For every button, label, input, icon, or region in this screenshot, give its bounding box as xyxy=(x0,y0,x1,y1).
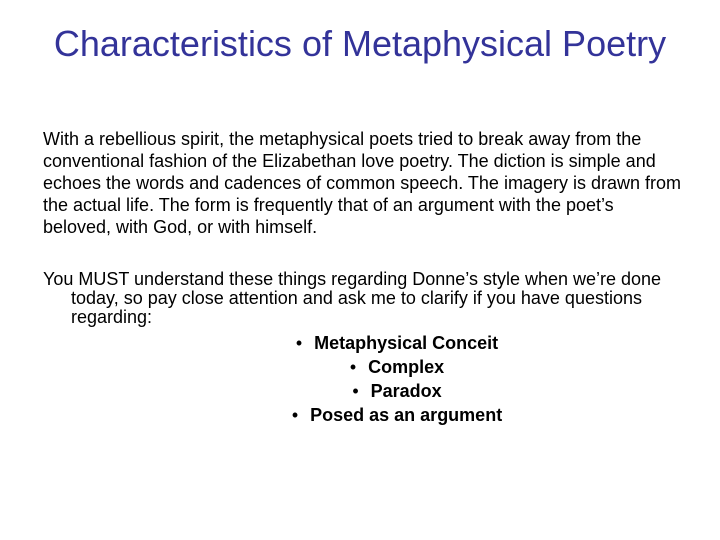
bullet-text: Complex xyxy=(368,357,445,377)
bullet-item xyxy=(43,403,683,427)
slide-title: Characteristics of Metaphysical Poetry xyxy=(53,23,667,64)
bullet-text: Paradox xyxy=(370,381,442,401)
instructions-lead-text: You MUST understand these things regarding Donne’s style when we’re done today, so pay close attention and ask me to clarify if you have questions regarding: xyxy=(43,269,662,327)
bullet-icon: • xyxy=(352,381,359,401)
bullet-item xyxy=(43,355,683,379)
bullet-icon: • xyxy=(291,405,299,425)
bullet-text: Metaphysical Conceit xyxy=(314,333,499,353)
bullet-icon: • xyxy=(295,333,303,353)
body-paragraph-metaphysical-description: With a rebellious spirit, the metaphysical poets tried to break away from the conventional fashion of the Elizabethan love poetry. The diction is simple and echoes the words and cadences of common speech. The imagery is drawn from the actual life. The form is frequently that of an argument with the poet’s beloved, with God, or with himself. xyxy=(43,129,681,237)
bullet-item xyxy=(43,379,683,403)
bullet-item xyxy=(43,331,683,355)
bullet-icon: • xyxy=(349,357,357,377)
bullet-list xyxy=(43,331,683,427)
body-paragraph-instructions xyxy=(43,270,683,427)
bullet-text: Posed as an argument xyxy=(310,405,503,425)
